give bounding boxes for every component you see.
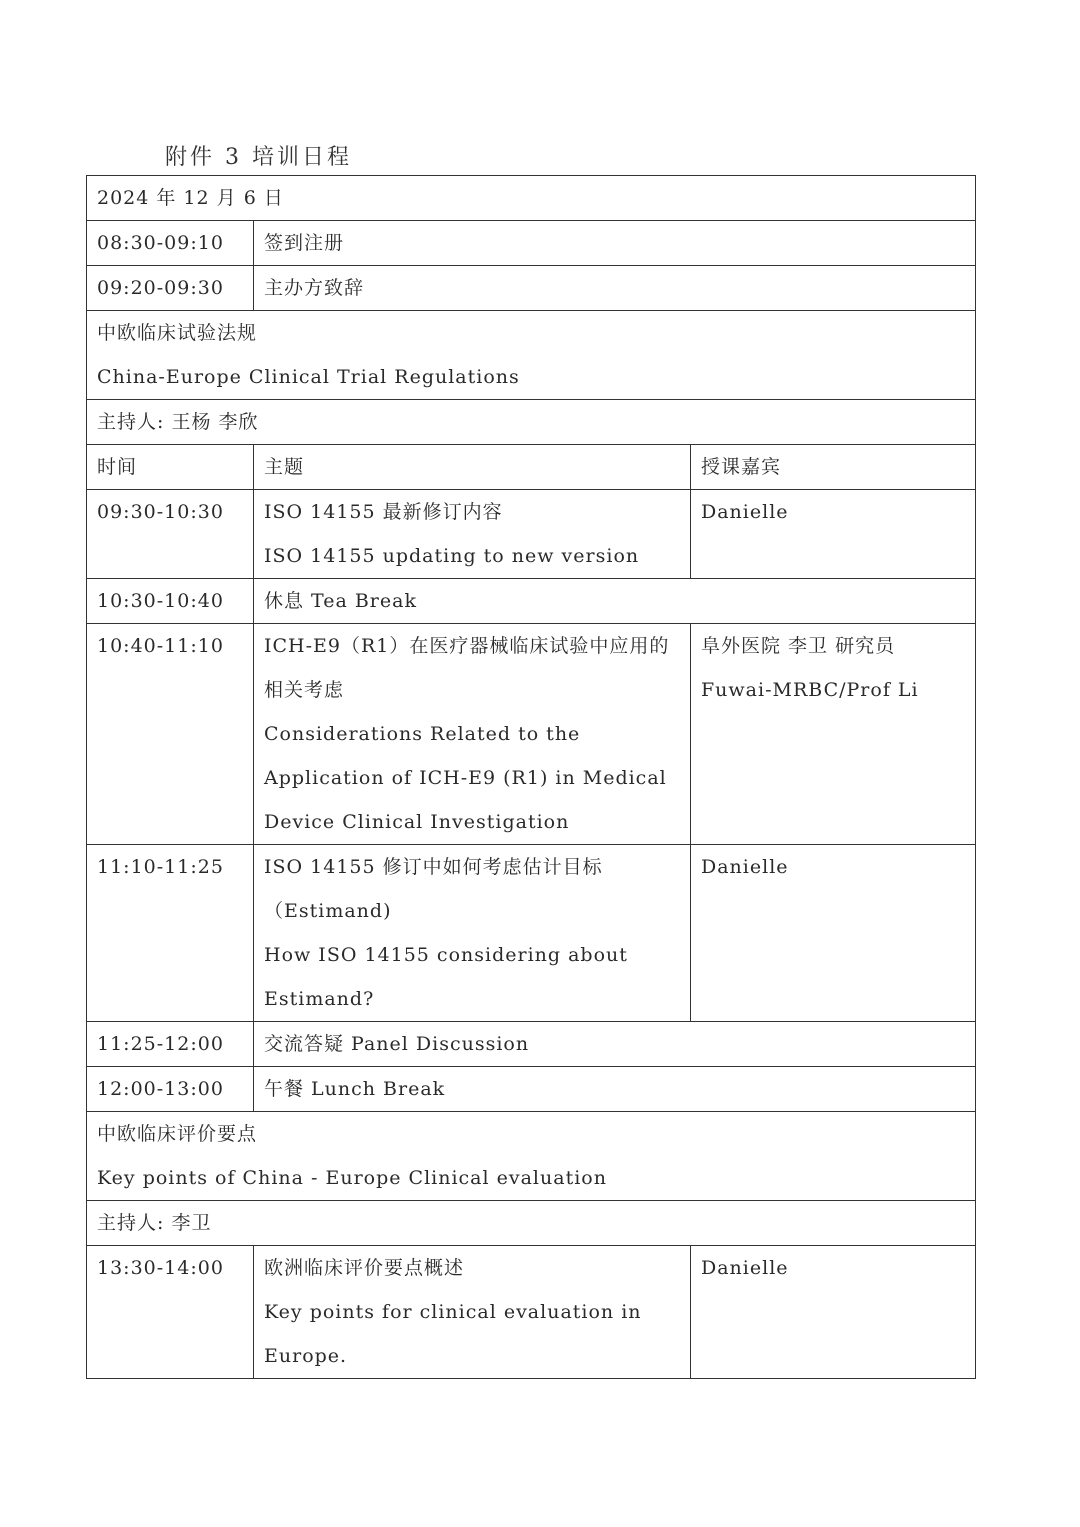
speaker-cell bbox=[691, 490, 976, 579]
header-speaker: 授课嘉宾 bbox=[691, 445, 976, 490]
speaker-line: Danielle bbox=[701, 856, 789, 878]
topic-line: Considerations Related to the bbox=[264, 723, 581, 745]
table-row bbox=[87, 579, 976, 624]
speaker-line: Fuwai-MRBC/Prof Li bbox=[701, 679, 919, 701]
time-cell: 09:30-10:30 bbox=[87, 490, 254, 579]
topic-cell: 午餐 Lunch Break bbox=[254, 1067, 976, 1112]
topic-line: Device Clinical Investigation bbox=[264, 811, 570, 833]
topic-line: Estimand? bbox=[264, 988, 375, 1010]
topic-line: Key points for clinical evaluation in bbox=[264, 1301, 642, 1323]
host-row bbox=[87, 1201, 976, 1246]
topic-cell: 休息 Tea Break bbox=[254, 579, 976, 624]
schedule-table bbox=[86, 175, 976, 1379]
time-cell: 11:10-11:25 bbox=[87, 845, 254, 1022]
table-row bbox=[87, 1022, 976, 1067]
speaker-line: Danielle bbox=[701, 501, 789, 523]
speaker-cell bbox=[691, 1246, 976, 1379]
host-cell: 主持人: 王杨 李欣 bbox=[87, 400, 976, 445]
topic-line: ISO 14155 最新修订内容 bbox=[264, 501, 503, 523]
section-title-en: Key points of China - Europe Clinical evaluation bbox=[97, 1167, 607, 1189]
date-row bbox=[87, 176, 976, 221]
topic-line: ISO 14155 updating to new version bbox=[264, 545, 640, 567]
speaker-cell bbox=[691, 845, 976, 1022]
topic-cell: 主办方致辞 bbox=[254, 266, 976, 311]
section-title-row bbox=[87, 1112, 976, 1201]
topic-line: Application of ICH-E9 (R1) in Medical bbox=[264, 767, 667, 789]
topic-line: 相关考虑 bbox=[264, 679, 345, 701]
date-cell: 2024 年 12 月 6 日 bbox=[87, 176, 976, 221]
header-topic: 主题 bbox=[254, 445, 691, 490]
topic-line: How ISO 14155 considering about bbox=[264, 944, 628, 966]
header-time: 时间 bbox=[87, 445, 254, 490]
table-row bbox=[87, 266, 976, 311]
table-row bbox=[87, 221, 976, 266]
host-cell: 主持人: 李卫 bbox=[87, 1201, 976, 1246]
section-title-en: China-Europe Clinical Trial Regulations bbox=[97, 366, 520, 388]
topic-line: ICH-E9（R1）在医疗器械临床试验中应用的 bbox=[264, 635, 670, 657]
speaker-line: 阜外医院 李卫 研究员 bbox=[701, 635, 896, 657]
table-row bbox=[87, 845, 976, 1022]
table-row bbox=[87, 1246, 976, 1379]
page-title: 附件 3 培训日程 bbox=[165, 145, 352, 170]
speaker-cell bbox=[691, 624, 976, 845]
time-cell: 13:30-14:00 bbox=[87, 1246, 254, 1379]
topic-cell: 签到注册 bbox=[254, 221, 976, 266]
topic-cell bbox=[254, 845, 691, 1022]
section-title-cn: 中欧临床试验法规 bbox=[97, 322, 258, 344]
topic-cell: 交流答疑 Panel Discussion bbox=[254, 1022, 976, 1067]
topic-line: （Estimand) bbox=[264, 900, 392, 922]
topic-cell bbox=[254, 624, 691, 845]
table-row bbox=[87, 490, 976, 579]
time-cell: 10:30-10:40 bbox=[87, 579, 254, 624]
topic-line: Europe. bbox=[264, 1345, 348, 1367]
speaker-line: Danielle bbox=[701, 1257, 789, 1279]
section-title-cell bbox=[87, 311, 976, 400]
time-cell: 12:00-13:00 bbox=[87, 1067, 254, 1112]
time-cell: 11:25-12:00 bbox=[87, 1022, 254, 1067]
topic-cell bbox=[254, 490, 691, 579]
topic-line: 欧洲临床评价要点概述 bbox=[264, 1257, 465, 1279]
table-row bbox=[87, 1067, 976, 1112]
section-title-cn: 中欧临床评价要点 bbox=[97, 1123, 258, 1145]
table-row bbox=[87, 624, 976, 845]
time-cell: 09:20-09:30 bbox=[87, 266, 254, 311]
section-title-cell bbox=[87, 1112, 976, 1201]
topic-line: ISO 14155 修订中如何考虑估计目标 bbox=[264, 856, 603, 878]
time-cell: 08:30-09:10 bbox=[87, 221, 254, 266]
section-title-row bbox=[87, 311, 976, 400]
topic-cell bbox=[254, 1246, 691, 1379]
host-row bbox=[87, 400, 976, 445]
header-row bbox=[87, 445, 976, 490]
time-cell: 10:40-11:10 bbox=[87, 624, 254, 845]
